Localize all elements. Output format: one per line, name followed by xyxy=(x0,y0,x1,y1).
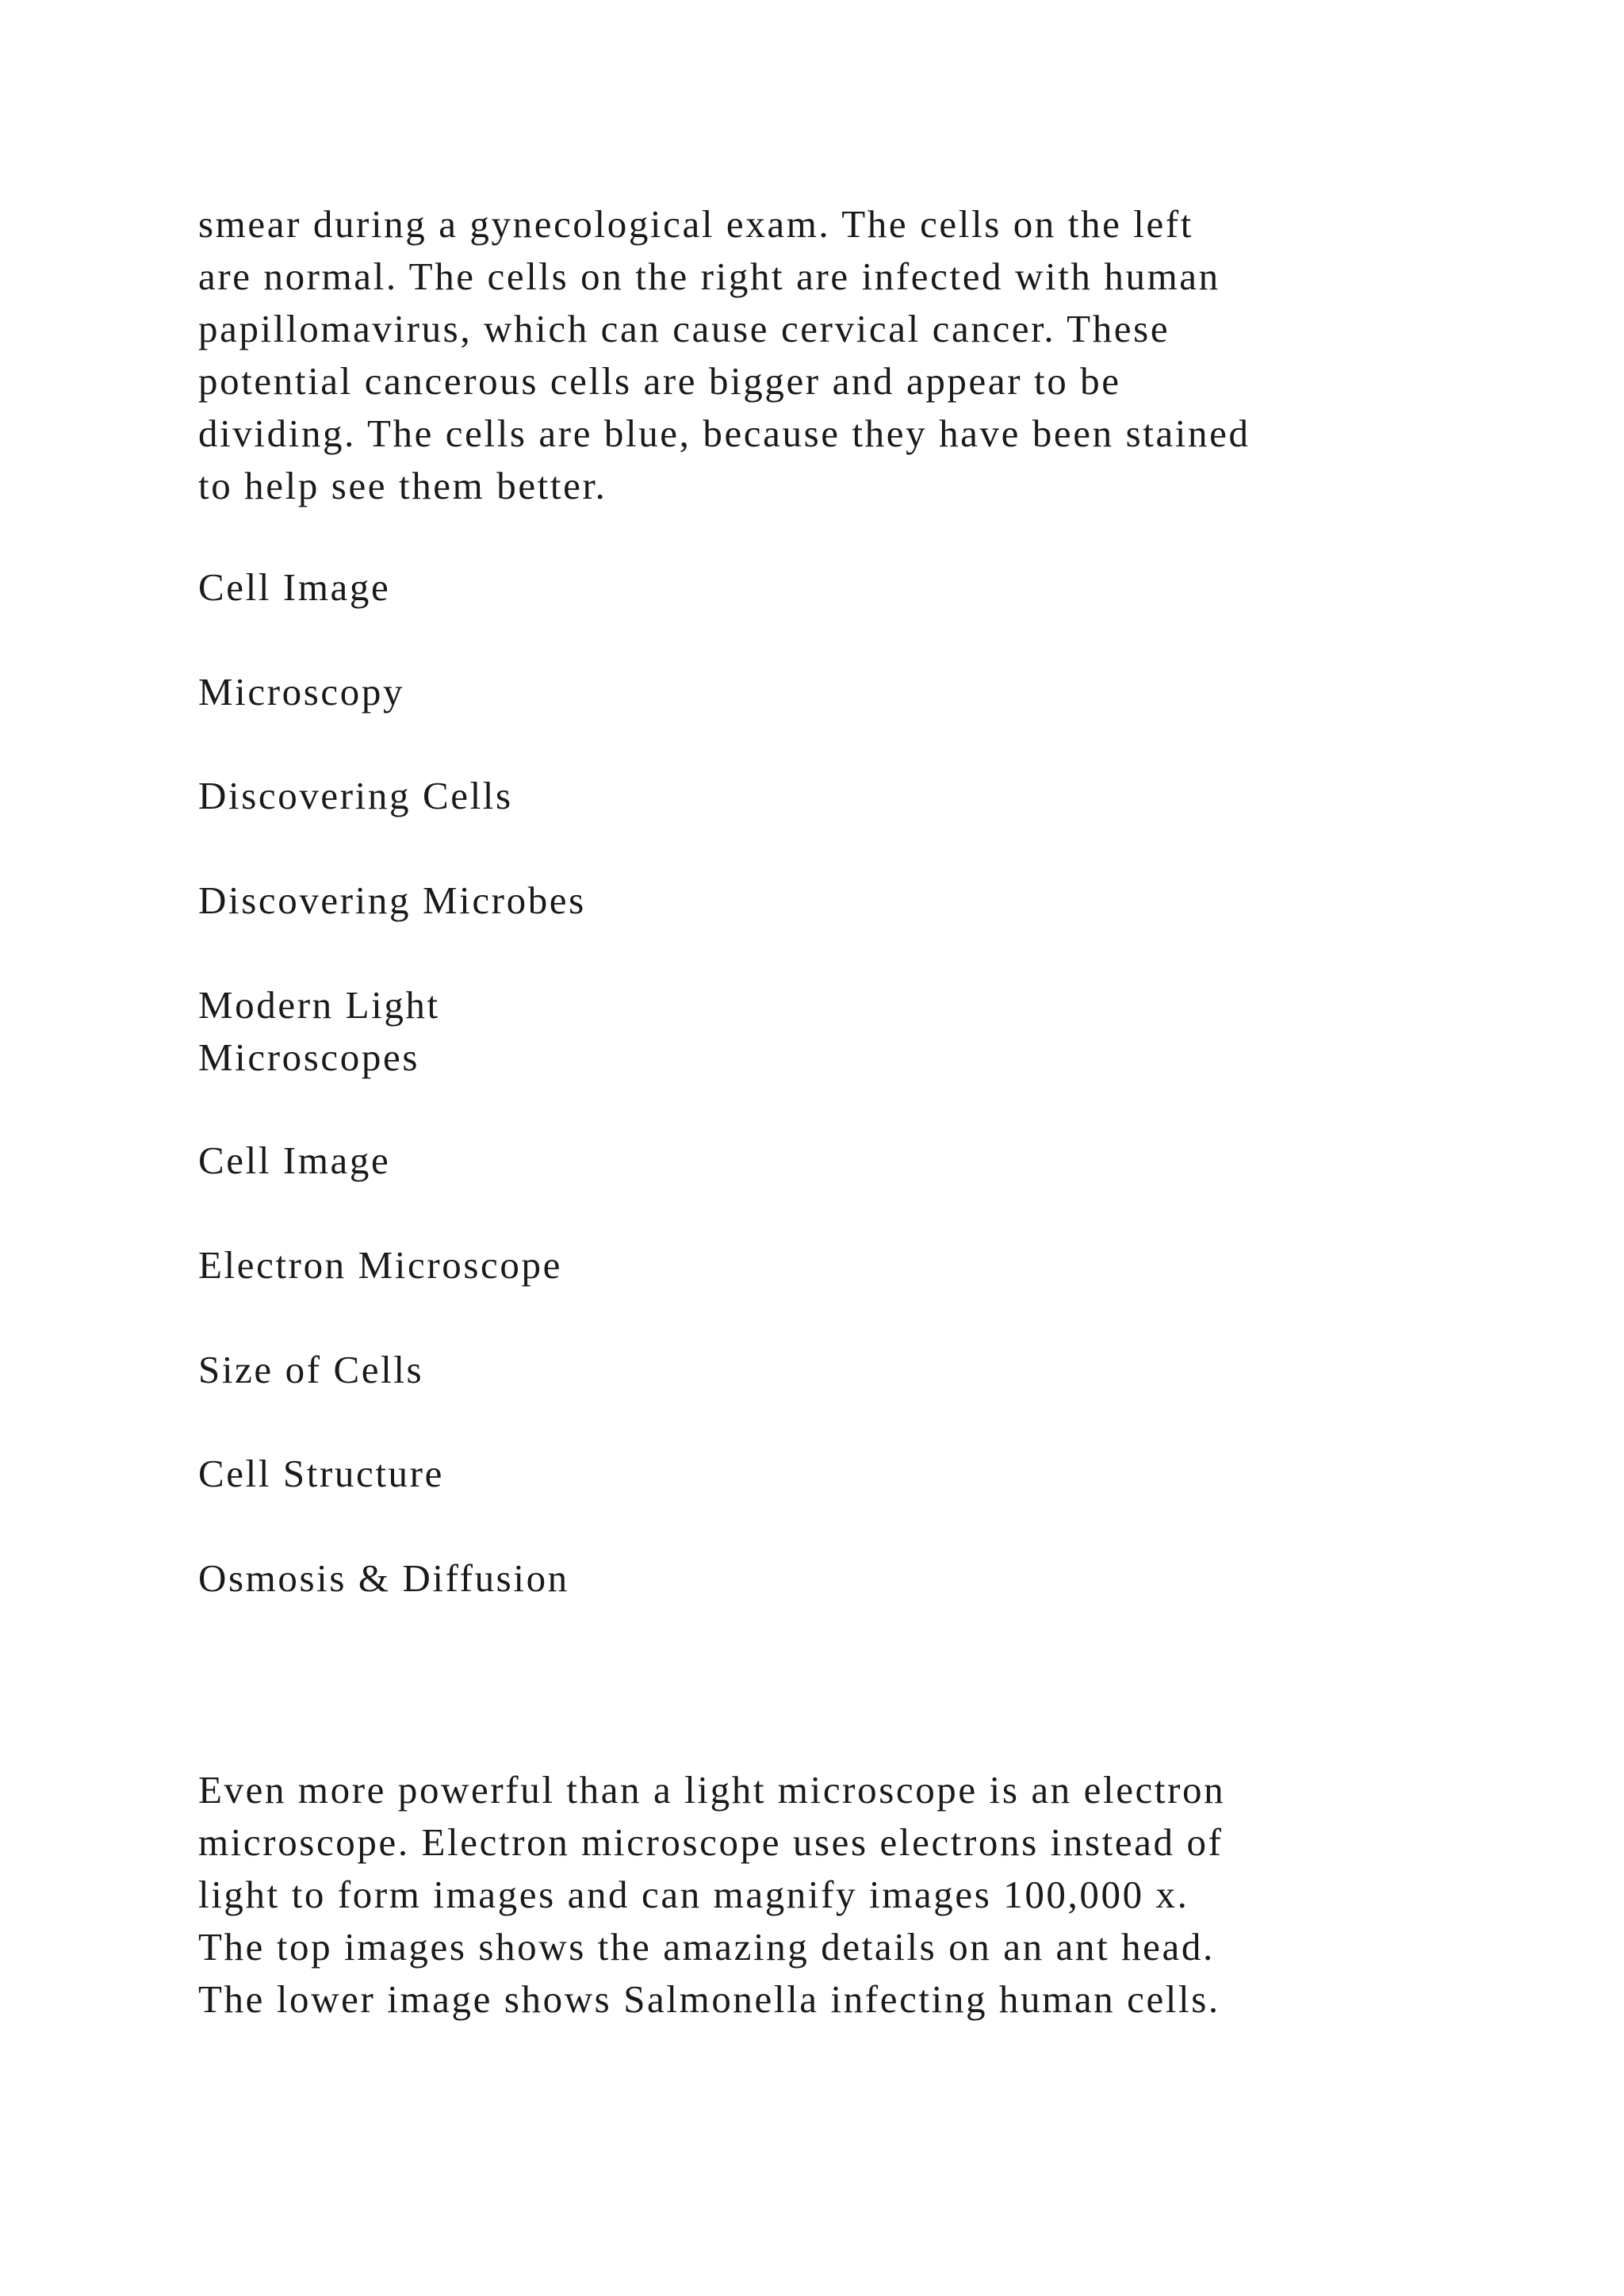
paragraph-line: The top images shows the amazing details on an ant head. xyxy=(198,1925,1215,1969)
heading-size-of-cells xyxy=(198,1344,1435,1396)
heading-discovering-cells xyxy=(198,770,1435,822)
heading-modern-light-microscopes xyxy=(198,979,1435,1084)
paragraph-line: to help see them better. xyxy=(198,464,607,507)
heading-line: Cell Image xyxy=(198,1138,391,1182)
paragraph-line: The lower image shows Salmonella infecting human cells. xyxy=(198,1977,1220,2021)
heading-line: Electron Microscope xyxy=(198,1243,562,1287)
heading-line: Discovering Microbes xyxy=(198,878,586,922)
heading-line: Osmosis & Diffusion xyxy=(198,1556,569,1600)
paragraph-line: microscope. Electron microscope uses electrons instead of xyxy=(198,1820,1224,1864)
heading-cell-image xyxy=(198,561,1435,614)
paragraph-line: potential cancerous cells are bigger and appear to be xyxy=(198,359,1121,403)
heading-line: Modern Light xyxy=(198,983,440,1027)
paragraph-line: are normal. The cells on the right are infected with human xyxy=(198,254,1220,298)
heading-cell-structure xyxy=(198,1448,1435,1500)
paragraph-line: dividing. The cells are blue, because they have been stained xyxy=(198,411,1251,455)
heading-discovering-microbes xyxy=(198,874,1435,927)
paragraph-line: smear during a gynecological exam. The cells on the left xyxy=(198,202,1193,246)
heading-electron-microscope xyxy=(198,1239,1435,1292)
intro-paragraph xyxy=(198,198,1435,512)
heading-line: Discovering Cells xyxy=(198,774,513,817)
heading-line: Cell Structure xyxy=(198,1452,444,1495)
heading-line: Cell Image xyxy=(198,565,391,609)
paragraph-line: light to form images and can magnify images 100,000 x. xyxy=(198,1873,1189,1916)
heading-line: Microscopy xyxy=(198,670,405,714)
heading-line: Size of Cells xyxy=(198,1348,424,1391)
paragraph-line: papillomavirus, which can cause cervical cancer. These xyxy=(198,307,1170,350)
paragraph-line: Even more powerful than a light microscope is an electron xyxy=(198,1768,1226,1812)
heading-cell-image-2 xyxy=(198,1135,1435,1187)
closing-paragraph xyxy=(198,1764,1435,2026)
heading-microscopy xyxy=(198,666,1435,718)
heading-line: Microscopes xyxy=(198,1035,419,1079)
heading-osmosis-diffusion xyxy=(198,1552,1435,1605)
